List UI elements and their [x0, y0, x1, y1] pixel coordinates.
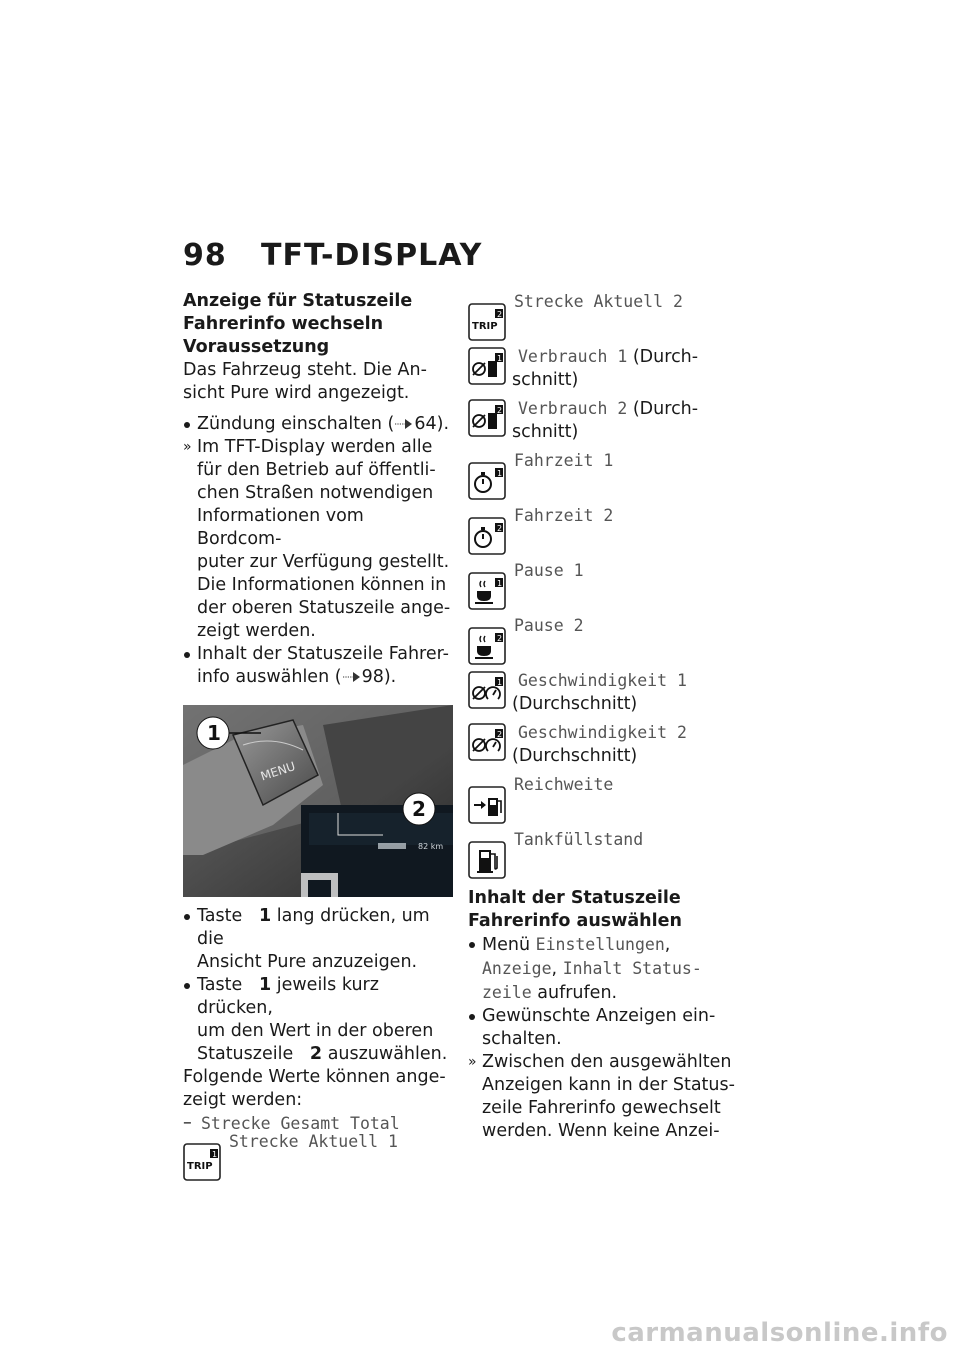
chapter-title: TFT-DISPLAY: [261, 238, 483, 273]
step-short-press: Taste 1 jeweils kurz drücken, um den Wert in der oberen Statuszeile 2 auszuwählen.: [183, 974, 453, 1066]
step-open-menu: Menü Einstellungen, Anzeige, Inhalt Status- zeile aufrufen.: [468, 933, 758, 1005]
value-range: Reichweite: [468, 773, 758, 824]
handlebar-menu-photo: [183, 705, 453, 897]
result-marker-icon: »: [183, 439, 192, 455]
value-speed2: 2 Geschwindigkeit 2 (Durchschnitt): [468, 721, 758, 768]
speed1-icon: [468, 671, 506, 709]
prerequisite-text-1: Das Fahrzeug steht. Die An-: [183, 360, 427, 380]
page-ref-arrow-icon: [394, 418, 414, 430]
value-speed1: 1 Geschwindigkeit 1 (Durchschnitt): [468, 669, 758, 716]
svg-text:2: 2: [497, 524, 503, 533]
callout-label-1: 1: [207, 721, 221, 745]
page-ref-arrow-icon: [342, 671, 362, 683]
stopwatch1-icon: [468, 462, 506, 500]
value-trip1: TRIP 1 Strecke Aktuell 1: [183, 1130, 453, 1181]
svg-text:TRIP: TRIP: [187, 1161, 213, 1172]
speed2-icon: [468, 723, 506, 761]
consumption2-icon: [468, 399, 506, 437]
svg-text:1: 1: [212, 1150, 218, 1159]
svg-text:2: 2: [497, 730, 503, 739]
select-heading-line2: Fahrerinfo auswählen: [468, 911, 682, 931]
coffee1-icon: [468, 572, 506, 610]
value-consumption2: 2 Verbrauch 2 (Durch- schnitt): [468, 397, 758, 444]
watermark: carmanualsonline.info: [611, 1318, 948, 1348]
svg-text:1: 1: [497, 579, 503, 588]
result-switch: » Zwischen den ausgewählten Anzeigen kann in der Status- zeile Fahrerinfo gewechselt werden. Wenn keine Anzei-: [468, 1052, 735, 1141]
range-icon: [468, 786, 506, 824]
value-ride-time1: 1 Fahrzeit 1: [468, 449, 758, 500]
svg-text:1: 1: [497, 678, 503, 687]
section-heading-line1: Anzeige für Statuszeile: [183, 291, 413, 311]
callout-label-2: 2: [412, 797, 426, 821]
value-pause1: 1 Pause 1: [468, 559, 758, 610]
section-heading-line2: Fahrerinfo wechseln: [183, 314, 384, 334]
trip1-icon: [183, 1143, 221, 1181]
prerequisite-heading: Voraussetzung: [183, 337, 330, 357]
right-column: [468, 290, 758, 1143]
values-intro-2: zeigt werden:: [183, 1090, 303, 1110]
svg-text:2: 2: [497, 310, 503, 319]
result-marker-icon: »: [468, 1054, 477, 1070]
value-total-distance: – Strecke Gesamt Total: [183, 1113, 400, 1133]
step-select-content: Inhalt der Statuszeile Fahrer- info auswählen ( 98).: [183, 643, 453, 689]
page-header: [183, 238, 482, 273]
svg-text:2: 2: [497, 634, 503, 643]
svg-text:1: 1: [497, 469, 503, 478]
fuel-icon: [468, 841, 506, 879]
display-range-text: 82 km: [418, 842, 444, 851]
value-ride-time2: 2 Fahrzeit 2: [468, 504, 758, 555]
left-column: [183, 290, 453, 1185]
svg-text:2: 2: [497, 406, 503, 415]
values-intro-1: Folgende Werte können ange-: [183, 1067, 446, 1087]
menu-button-text: MENU: [258, 759, 298, 784]
coffee2-icon: [468, 627, 506, 665]
step-enable-displays: Gewünschte Anzeigen ein- schalten.: [468, 1005, 758, 1051]
value-trip2: TRIP 2 Strecke Aktuell 2: [468, 290, 758, 341]
consumption1-icon: [468, 347, 506, 385]
step-ignition: Zündung einschalten ( 64).: [183, 413, 453, 436]
prerequisite-text-2: sicht Pure wird angezeigt.: [183, 383, 410, 403]
value-fuel-level: Tankfüllstand: [468, 828, 758, 879]
select-heading-line1: Inhalt der Statuszeile: [468, 888, 681, 908]
page-number: 98: [183, 238, 227, 273]
svg-text:TRIP: TRIP: [472, 321, 498, 332]
trip2-icon: [468, 303, 506, 341]
value-pause2: 2 Pause 2: [468, 614, 758, 665]
result-info: » Im TFT-Display werden alle für den Betrieb auf öffentli- chen Straßen notwendigen Informationen vom Bordcom- puter zur Verfügung gestellt. Die Informationen können in der oberen Statuszeile ange- zeigt werden.: [183, 437, 451, 641]
value-consumption1: 1 Verbrauch 1 (Durch- schnitt): [468, 345, 758, 392]
step-long-press: Taste 1 lang drücken, um die Ansicht Pure anzuzeigen.: [183, 905, 453, 974]
svg-text:1: 1: [497, 354, 503, 363]
stopwatch2-icon: [468, 517, 506, 555]
